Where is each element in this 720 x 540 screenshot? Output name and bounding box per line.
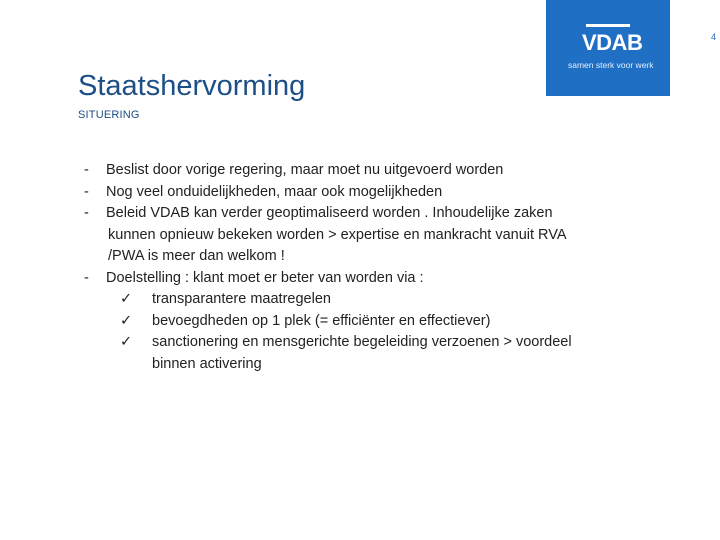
slide-title: Staatshervorming [78, 70, 306, 102]
bullet-item [84, 203, 674, 268]
bullet-text: Beslist door vorige regering, maar moet nu uitgevoerd worden [106, 162, 504, 178]
check-text: bevoegdheden op 1 plek (= efficiënter en effectiever) [152, 312, 491, 329]
bullet-item [84, 268, 674, 376]
logo-accent-line [586, 24, 630, 27]
bullet-dash: - [84, 183, 89, 200]
bullet-dash: - [84, 269, 89, 286]
logo-word: VDAB [582, 30, 643, 55]
bullet-text: Beleid VDAB kan verder geoptimaliseerd worden . Inhoudelijke zaken [106, 205, 553, 221]
bullet-text: Doelstelling : klant moet er beter van worden via : [106, 269, 424, 286]
bullet-text: Nog veel onduidelijkheden, maar ook mogelijkheden [106, 183, 443, 200]
bullet-item [84, 182, 674, 204]
check-text: sanctionering en mensgerichte begeleiding verzoenen > voordeel [152, 334, 572, 350]
bullet-dash: - [84, 162, 89, 178]
checkmark-icon: ✓ [120, 312, 133, 329]
bullet-text-continued: /PWA is meer dan welkom ! [108, 248, 285, 264]
logo-tagline: samen sterk voor werk [568, 60, 654, 70]
bullet-item [84, 160, 674, 182]
bullet-dash: - [84, 205, 89, 221]
check-list [120, 289, 674, 375]
slide-subtitle: SITUERING [78, 109, 140, 121]
check-item [120, 332, 674, 375]
page-number: 4 [710, 32, 716, 42]
slide-content [84, 160, 674, 375]
check-item [120, 289, 674, 311]
vdab-logo [546, 0, 670, 96]
check-item [120, 311, 674, 333]
check-text-continued: binnen activering [152, 355, 262, 372]
bullet-text-continued: kunnen opnieuw bekeken worden > expertise en mankracht vanuit RVA [108, 226, 567, 243]
check-text: transparantere maatregelen [152, 291, 331, 307]
checkmark-icon: ✓ [120, 334, 133, 350]
checkmark-icon: ✓ [120, 291, 133, 307]
